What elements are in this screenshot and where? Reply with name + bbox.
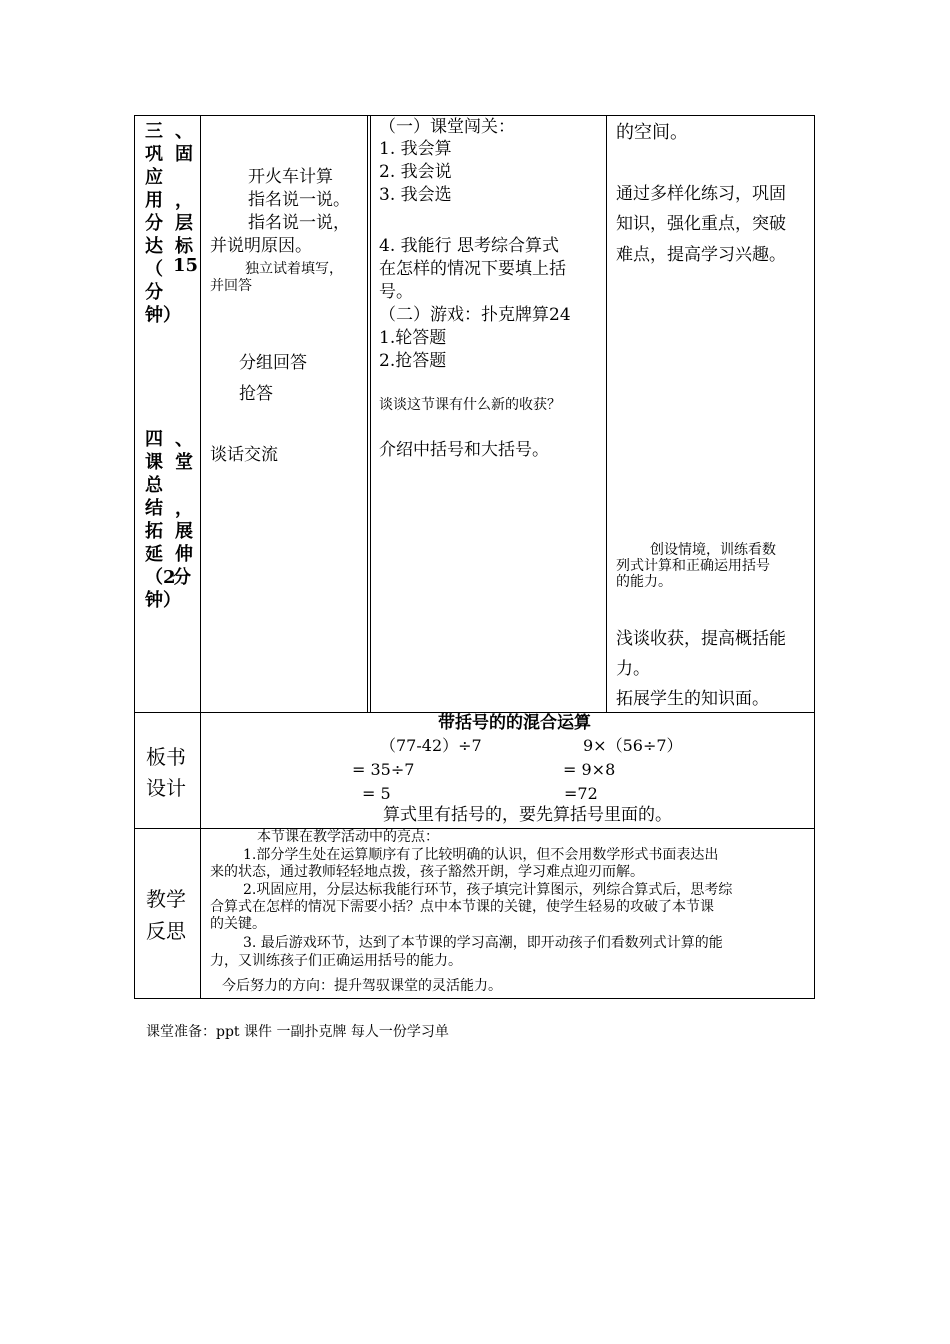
stage-char: 、	[175, 429, 193, 450]
design-scene-1: 创设情境，训练看数	[650, 542, 776, 558]
board-label-2: 设计	[146, 776, 186, 800]
stage-char: 三	[145, 121, 163, 142]
teacher-game-2: 2.抢答题	[379, 351, 447, 371]
reflection-p3-line1: 3. 最后游戏环节，达到了本节课的学习高潮，即开动孩子们看数列式计算的能	[243, 935, 723, 951]
teacher-item-1: 1. 我会算	[379, 139, 452, 159]
stage-char: （2	[145, 567, 176, 588]
column-divider-3	[606, 115, 607, 712]
stage-char: 钟）	[145, 590, 181, 611]
stage-char: 层	[175, 213, 193, 234]
student-train-text: 开火车计算	[248, 167, 333, 187]
teacher-section-two: （二）游戏：扑克牌算24	[379, 305, 571, 325]
teacher-question: 谈谈这节课有什么新的收获？	[379, 397, 561, 413]
student-call-say-2: 指名说一说，	[248, 213, 350, 233]
column-divider-1	[200, 115, 201, 999]
board-right-step-3: =72	[564, 784, 598, 803]
stage-char: 展	[175, 521, 193, 542]
board-rule: 算式里有括号的，要先算括号里面的。	[383, 805, 672, 825]
board-label-1: 板书	[146, 745, 186, 769]
board-left-step-3: = 5	[362, 784, 391, 803]
stage-char: ，	[175, 190, 193, 211]
table-border-left	[134, 115, 135, 999]
design-expand: 拓展学生的知识面。	[616, 689, 769, 709]
student-call-say-1: 指名说一说。	[248, 190, 350, 210]
table-border-bottom	[134, 998, 815, 999]
stage-char: 巩	[145, 144, 163, 165]
student-group-answer: 分组回答	[239, 353, 307, 373]
stage-char: 总	[145, 475, 163, 496]
reflection-future: 今后努力的方向：提升驾驭课堂的灵活能力。	[222, 978, 502, 994]
stage-char: （	[145, 259, 163, 280]
design-harvest-1: 浅谈收获，提高概括能	[616, 629, 786, 649]
stage-char: 结	[145, 498, 163, 519]
student-talk: 谈话交流	[210, 445, 278, 465]
reflection-p1-line1: 1.部分学生处在运算顺序有了比较明确的认识，但不会用数学形式书面表达出	[243, 847, 719, 863]
table-border-right	[814, 115, 815, 999]
teacher-game-1: 1.轮答题	[379, 328, 447, 348]
reflection-p1-line2: 来的状态，通过教师轻轻地点拨，孩子豁然开朗，学习难点迎刃而解。	[210, 864, 644, 880]
design-scene-3: 的能力。	[616, 574, 672, 590]
teacher-item-4-line2: 在怎样的情况下要填上括	[379, 259, 566, 279]
reflection-intro: 本节课在教学活动中的亮点：	[257, 829, 439, 845]
stage-char: 达	[145, 236, 163, 257]
design-scene-2: 列式计算和正确运用括号	[616, 558, 770, 574]
stage-char: 应	[145, 167, 163, 188]
stage-char: 固	[175, 144, 193, 165]
reflection-p3-line2: 力，又训练孩子们正确运用括号的能力。	[210, 953, 462, 969]
design-space: 的空间。	[616, 122, 688, 143]
design-practice-2: 知识，强化重点，突破	[616, 214, 786, 234]
teacher-item-2: 2. 我会说	[379, 162, 452, 182]
student-fill-2: 并回答	[210, 278, 252, 294]
teacher-item-4-line3: 号。	[379, 282, 413, 302]
board-title: 带括号的的混合运算	[438, 713, 591, 733]
student-explain: 并说明原因。	[210, 236, 312, 256]
stage-char: 分	[145, 213, 163, 234]
reflection-p2-line1: 2.巩固应用，分层达标我能行环节，孩子填完计算图示，列综合算式后，思考综	[243, 882, 733, 898]
design-practice-3: 难点，提高学习兴趣。	[616, 245, 786, 265]
stage-char: 四	[145, 429, 163, 450]
reflection-label-2: 反思	[146, 919, 186, 943]
stage-char: 拓	[145, 521, 163, 542]
stage-char: 堂	[175, 452, 193, 473]
student-quick-answer: 抢答	[239, 384, 273, 404]
teacher-section-one: （一）课堂闯关：	[379, 117, 515, 137]
stage-char: 课	[145, 452, 163, 473]
stage-char: 15	[173, 255, 199, 276]
design-practice-1: 通过多样化练习，巩固	[616, 184, 786, 204]
class-preparation: 课堂准备：ppt 课件 一副扑克牌 每人一份学习单	[146, 1024, 449, 1040]
stage-char: ，	[175, 498, 193, 519]
reflection-label-1: 教学	[146, 887, 186, 911]
stage-char: 伸	[175, 544, 193, 565]
reflection-p2-line3: 的关键。	[210, 916, 266, 932]
stage-char: 标	[175, 236, 193, 257]
stage-char: 延	[145, 544, 163, 565]
column-divider-2b	[370, 115, 371, 712]
teacher-item-3: 3. 我会选	[379, 185, 452, 205]
board-right-step-2: = 9×8	[563, 760, 616, 779]
row-divider-2	[134, 828, 815, 829]
stage-char: 钟）	[145, 305, 181, 326]
stage-char: 分	[173, 567, 191, 588]
stage-char: 分	[145, 282, 163, 303]
board-right-step-1: 9×（56÷7）	[583, 736, 683, 755]
teacher-item-4-line1: 4. 我能行 思考综合算式	[379, 236, 560, 256]
board-left-step-2: = 35÷7	[352, 760, 415, 779]
stage-char: 、	[175, 121, 193, 142]
reflection-p2-line2: 合算式在怎样的情况下需要小括？点中本节课的关键，使学生轻易的攻破了本节课	[210, 899, 714, 915]
board-left-step-1: （77-42）÷7	[380, 736, 482, 755]
teacher-intro: 介绍中括号和大括号。	[379, 440, 549, 460]
design-harvest-2: 力。	[616, 659, 650, 679]
student-fill-1: 独立试着填写，	[245, 261, 343, 277]
stage-char: 用	[145, 190, 163, 211]
column-divider-2	[367, 115, 368, 712]
